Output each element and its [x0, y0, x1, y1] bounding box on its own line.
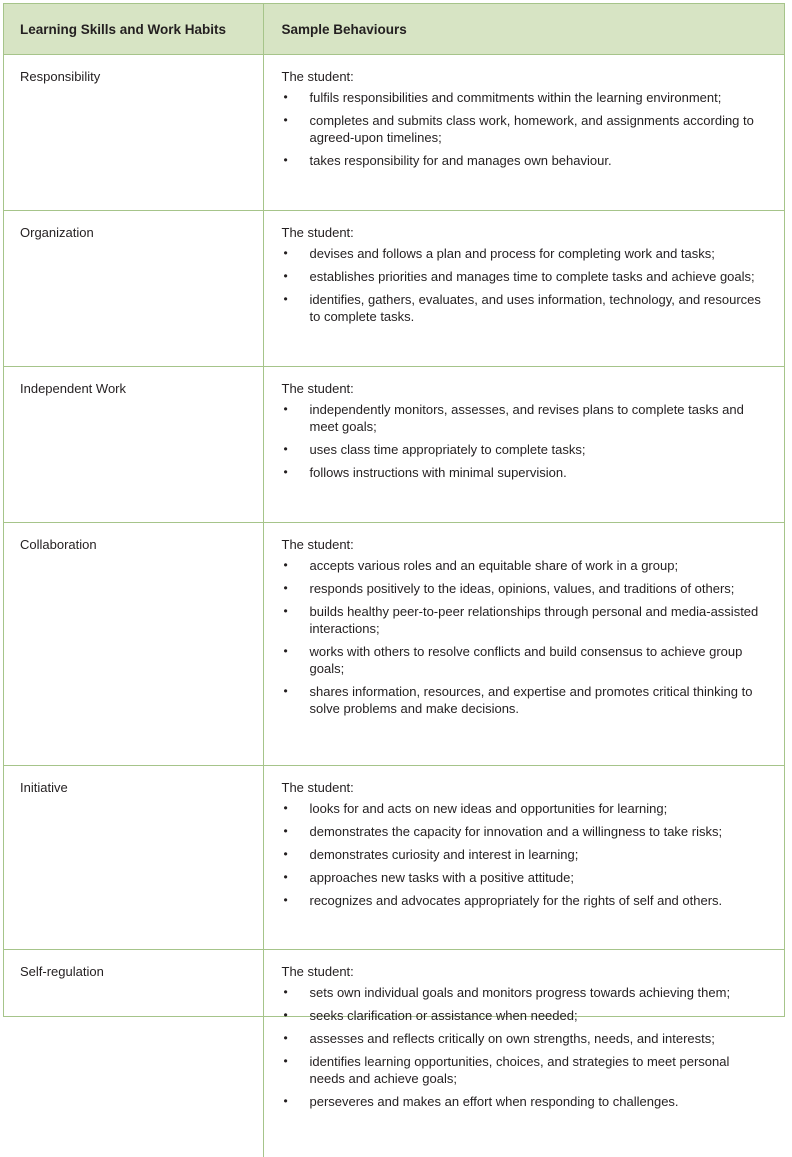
- behaviours-cell: [263, 367, 784, 523]
- table-row-responsibility: [4, 55, 784, 211]
- list-item-text: identifies learning opportunities, choices, and strategies to meet personal needs and achieve goals;: [310, 1054, 730, 1086]
- bullet-icon: •: [284, 89, 288, 106]
- list-item-text: shares information, resources, and expertise and promotes critical thinking to solve problems and make decisions.: [310, 684, 753, 716]
- skill-name: Organization: [4, 211, 263, 367]
- header-skills: Learning Skills and Work Habits: [4, 4, 263, 55]
- list-item-text: recognizes and advocates appropriately for the rights of self and others.: [310, 893, 723, 908]
- skill-name: Responsibility: [4, 55, 263, 211]
- list-item: [282, 89, 765, 106]
- behaviours-list: [282, 557, 765, 717]
- list-item-text: demonstrates the capacity for innovation and a willingness to take risks;: [310, 824, 723, 839]
- skill-name: Self-regulation: [4, 950, 263, 1157]
- list-item-text: perseveres and makes an effort when responding to challenges.: [310, 1094, 679, 1109]
- behaviours-cell: [263, 211, 784, 367]
- table-row-organization: [4, 211, 784, 367]
- list-item: [282, 683, 765, 717]
- behaviours-intro: The student:: [282, 536, 765, 553]
- bullet-icon: •: [284, 245, 288, 262]
- behaviours-cell: [263, 523, 784, 766]
- bullet-icon: •: [284, 268, 288, 285]
- list-item-text: looks for and acts on new ideas and opportunities for learning;: [310, 801, 668, 816]
- list-item-text: seeks clarification or assistance when needed;: [310, 1008, 578, 1023]
- list-item-text: sets own individual goals and monitors progress towards achieving them;: [310, 985, 731, 1000]
- skill-name: Collaboration: [4, 523, 263, 766]
- list-item: [282, 1007, 765, 1024]
- bullet-icon: •: [284, 603, 288, 620]
- bullet-icon: •: [284, 112, 288, 129]
- list-item-text: identifies, gathers, evaluates, and uses information, technology, and resources to complete tasks.: [310, 292, 761, 324]
- bullet-icon: •: [284, 580, 288, 597]
- list-item-text: responds positively to the ideas, opinions, values, and traditions of others;: [310, 581, 735, 596]
- skill-name: Initiative: [4, 766, 263, 950]
- table-row-initiative: [4, 766, 784, 950]
- behaviours-intro: The student:: [282, 224, 765, 241]
- list-item: [282, 800, 765, 817]
- list-item: [282, 580, 765, 597]
- behaviours-list: [282, 245, 765, 325]
- bullet-icon: •: [284, 464, 288, 481]
- bullet-icon: •: [284, 823, 288, 840]
- list-item-text: approaches new tasks with a positive attitude;: [310, 870, 574, 885]
- table-row-self-regulation: [4, 950, 784, 1157]
- behaviours-list: [282, 984, 765, 1110]
- bullet-icon: •: [284, 1030, 288, 1047]
- behaviours-list: [282, 89, 765, 169]
- list-item-text: follows instructions with minimal supervision.: [310, 465, 567, 480]
- behaviours-cell: [263, 950, 784, 1157]
- list-item-text: takes responsibility for and manages own behaviour.: [310, 153, 612, 168]
- table-row-independent-work: [4, 367, 784, 523]
- list-item: [282, 1093, 765, 1110]
- list-item: [282, 892, 765, 909]
- bullet-icon: •: [284, 441, 288, 458]
- bullet-icon: •: [284, 984, 288, 1001]
- bullet-icon: •: [284, 869, 288, 886]
- list-item-text: fulfils responsibilities and commitments within the learning environment;: [310, 90, 722, 105]
- list-item: [282, 291, 765, 325]
- list-item-text: works with others to resolve conflicts and build consensus to achieve group goals;: [310, 644, 743, 676]
- list-item: [282, 557, 765, 574]
- behaviours-intro: The student:: [282, 963, 765, 980]
- list-item: [282, 441, 765, 458]
- list-item: [282, 643, 765, 677]
- table-row-collaboration: [4, 523, 784, 766]
- list-item-text: assesses and reflects critically on own strengths, needs, and interests;: [310, 1031, 715, 1046]
- bullet-icon: •: [284, 291, 288, 308]
- list-item-text: establishes priorities and manages time to complete tasks and achieve goals;: [310, 269, 755, 284]
- list-item: [282, 984, 765, 1001]
- list-item: [282, 464, 765, 481]
- list-item: [282, 112, 765, 146]
- skills-table-container: [3, 3, 785, 1017]
- bullet-icon: •: [284, 1007, 288, 1024]
- behaviours-list: [282, 401, 765, 481]
- list-item: [282, 869, 765, 886]
- bullet-icon: •: [284, 683, 288, 700]
- skill-name: Independent Work: [4, 367, 263, 523]
- list-item: [282, 603, 765, 637]
- list-item: [282, 1030, 765, 1047]
- header-behaviours: Sample Behaviours: [263, 4, 784, 55]
- table-header-row: [4, 4, 784, 55]
- list-item-text: accepts various roles and an equitable share of work in a group;: [310, 558, 679, 573]
- list-item: [282, 245, 765, 262]
- bullet-icon: •: [284, 800, 288, 817]
- list-item-text: completes and submits class work, homework, and assignments according to agreed-upon timelines;: [310, 113, 754, 145]
- behaviours-intro: The student:: [282, 68, 765, 85]
- list-item: [282, 401, 765, 435]
- list-item-text: independently monitors, assesses, and revises plans to complete tasks and meet goals;: [310, 402, 744, 434]
- behaviours-intro: The student:: [282, 380, 765, 397]
- list-item-text: devises and follows a plan and process for completing work and tasks;: [310, 246, 715, 261]
- list-item: [282, 1053, 765, 1087]
- behaviours-list: [282, 800, 765, 909]
- bullet-icon: •: [284, 1053, 288, 1070]
- bullet-icon: •: [284, 892, 288, 909]
- learning-skills-table: [4, 4, 784, 1157]
- behaviours-cell: [263, 55, 784, 211]
- list-item: [282, 268, 765, 285]
- bullet-icon: •: [284, 643, 288, 660]
- bullet-icon: •: [284, 401, 288, 418]
- list-item: [282, 152, 765, 169]
- list-item: [282, 823, 765, 840]
- bullet-icon: •: [284, 846, 288, 863]
- behaviours-cell: [263, 766, 784, 950]
- bullet-icon: •: [284, 152, 288, 169]
- behaviours-intro: The student:: [282, 779, 765, 796]
- list-item: [282, 846, 765, 863]
- bullet-icon: •: [284, 557, 288, 574]
- list-item-text: builds healthy peer-to-peer relationships through personal and media-assisted interactions;: [310, 604, 759, 636]
- list-item-text: uses class time appropriately to complete tasks;: [310, 442, 586, 457]
- bullet-icon: •: [284, 1093, 288, 1110]
- list-item-text: demonstrates curiosity and interest in learning;: [310, 847, 579, 862]
